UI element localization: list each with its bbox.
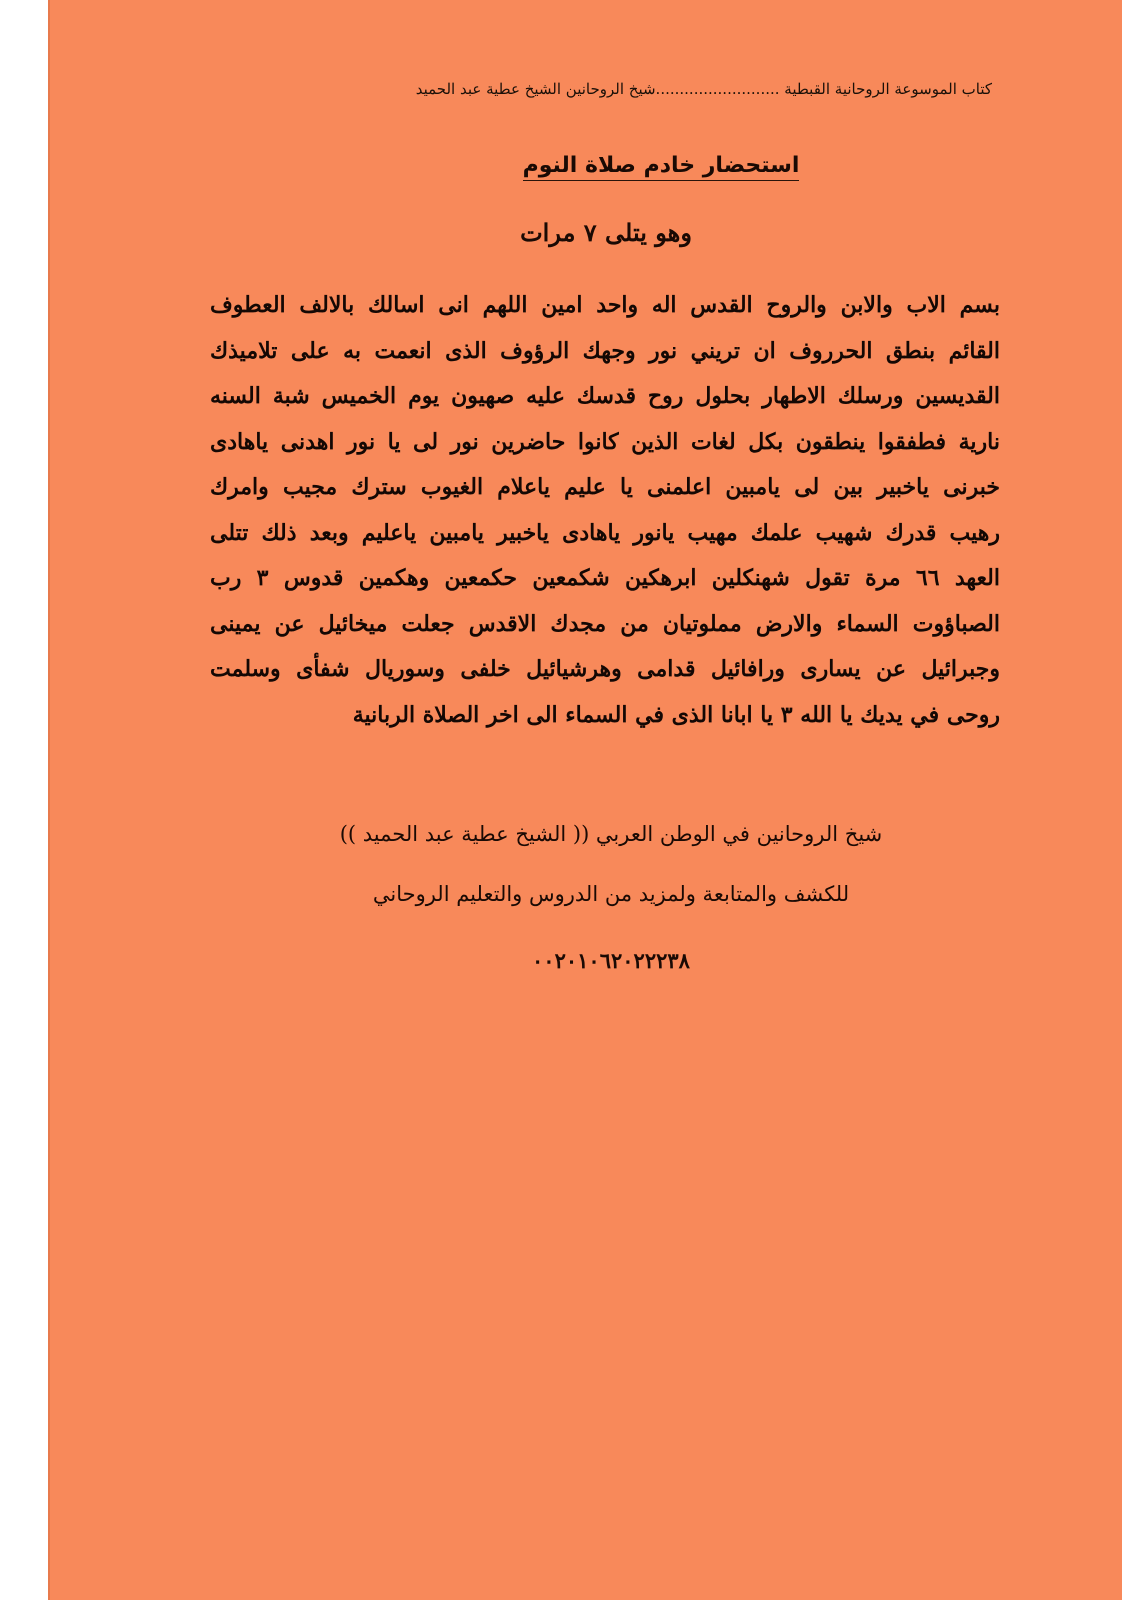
body-line: الصباؤوت السماء والارض مملوتيان من مجدك الاقدس جعلت ميخائيل عن يمينى [210, 610, 1000, 637]
phone-number-text: ٠٠٢٠١٠٦٢٠٢٢٢٣٨ [532, 948, 690, 973]
body-line: العهد ٦٦ مرة تقول شهنكلين ابرهكين شكمعين حكمعين وهكمين قدوس ٣ رب [210, 565, 1000, 591]
page-title [0, 153, 992, 181]
page-subtitle [0, 218, 1122, 247]
body-line: نارية فطفقوا ينطقون بكل لغات الذين كانوا حاضرين نور لى يا نور اهدنى ياهادى [210, 428, 1000, 455]
body-line: القائم بنطق الحرروف ان تريني نور وجهك الرؤوف الذى انعمت به على تلاميذك [210, 337, 1000, 364]
phone-number [0, 948, 1122, 973]
body-line: القديسين ورسلك الاطهار بحلول روح قدسك عليه صهيون يوم الخميس شبة السنه [210, 383, 1000, 409]
signature-contact-text: للكشف والمتابعة ولمزيد من الدروس والتعليم الروحاني [372, 882, 850, 906]
subtitle-text: وهو يتلى ٧ مرات [520, 218, 692, 247]
prayer-body [210, 283, 1000, 738]
body-line: وجبرائيل عن يسارى ورافائيل قدامى وهرشيائيل خلفى وسوريال شفأى وسلمت [210, 656, 1000, 682]
signature-name [0, 822, 1122, 846]
page-header: كتاب الموسوعة الروحانية القبطية ..........................شيخ الروحانين الشيخ عطية عبد الحميد [415, 80, 992, 98]
body-line: رهيب قدرك شهيب علمك مهيب يانور ياهادى ياخبير يامبين ياعليم وبعد ذلك تتلى [210, 519, 1000, 546]
signature-name-text: شيخ الروحانين في الوطن العربي (( الشيخ عطية عبد الحميد )) [339, 822, 883, 846]
body-line: روحى في يديك يا الله ٣ يا ابانا الذى في السماء الى اخر الصلاة الربانية [352, 701, 1000, 728]
title-text: استحضار خادم صلاة النوم [523, 153, 800, 181]
body-line: بسم الاب والابن والروح القدس اله واحد امين اللهم انى اسالك بالالف العطوف [210, 292, 1000, 318]
body-line: خبرنى ياخبير بين لى يامبين اعلمنى يا عليم ياعلام الغيوب سترك مجيب وامرك [210, 474, 1000, 500]
signature-contact-note [0, 882, 1122, 906]
